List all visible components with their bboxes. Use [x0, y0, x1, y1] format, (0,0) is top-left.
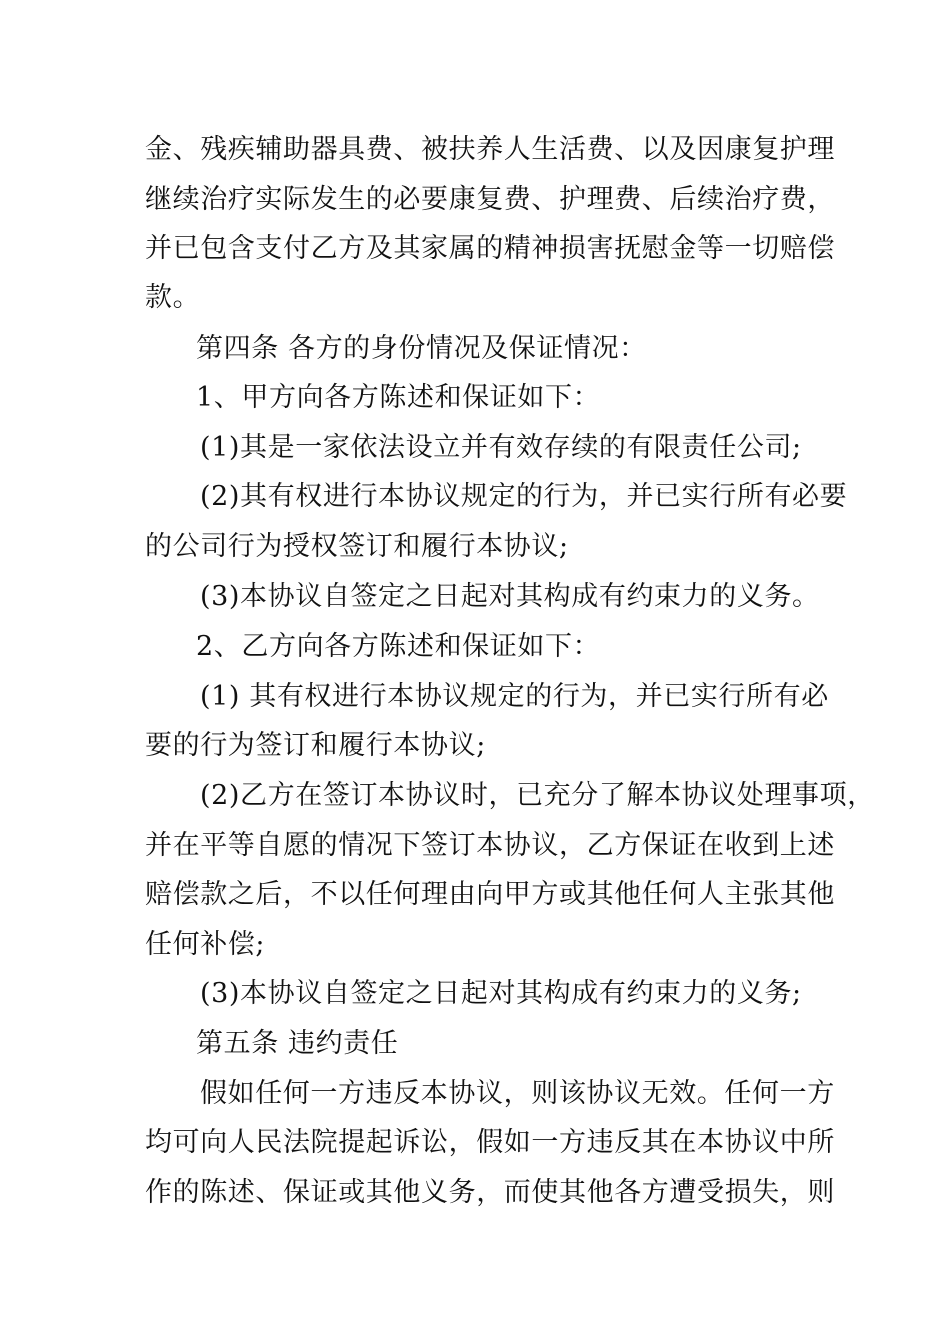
text-line: 1、甲方向各方陈述和保证如下：: [196, 382, 601, 413]
section-heading: 第五条 违约责任: [196, 1028, 399, 1059]
text-line: (3)本协议自签定之日起对其构成有约束力的义务。: [200, 581, 820, 612]
text-line: 继续治疗实际发生的必要康复费、护理费、后续治疗费，: [145, 184, 835, 215]
text-line: (2)其有权进行本协议规定的行为，并已实行所有必要: [200, 481, 848, 512]
text-line: 假如任何一方违反本协议，则该协议无效。任何一方: [200, 1078, 835, 1109]
text-line: 要的行为签订和履行本协议;: [145, 730, 486, 761]
text-line: 2、乙方向各方陈述和保证如下：: [196, 631, 601, 662]
section-heading: 第四条 各方的身份情况及保证情况：: [196, 333, 647, 364]
text-line: 并在平等自愿的情况下签订本协议，乙方保证在收到上述: [145, 830, 835, 861]
text-line: 并已包含支付乙方及其家属的精神损害抚慰金等一切赔偿: [145, 233, 835, 264]
text-line: 款。: [145, 282, 201, 313]
text-line: 均可向人民法院提起诉讼，假如一方违反其在本协议中所: [145, 1127, 835, 1158]
text-line: (1) 其有权进行本协议规定的行为，并已实行所有必: [200, 681, 829, 712]
text-line: 金、残疾辅助器具费、被扶养人生活费、以及因康复护理: [145, 134, 835, 165]
text-line: (2)乙方在签订本协议时，已充分了解本协议处理事项，: [200, 780, 875, 811]
text-line: 赔偿款之后，不以任何理由向甲方或其他任何人主张其他: [145, 879, 835, 910]
text-line: (3)本协议自签定之日起对其构成有约束力的义务;: [200, 978, 802, 1009]
text-line: 的公司行为授权签订和履行本协议;: [145, 531, 569, 562]
text-line: (1)其是一家依法设立并有效存续的有限责任公司;: [200, 432, 802, 463]
text-line: 任何补偿;: [145, 929, 266, 960]
text-line: 作的陈述、保证或其他义务，而使其他各方遭受损失，则: [145, 1177, 835, 1208]
